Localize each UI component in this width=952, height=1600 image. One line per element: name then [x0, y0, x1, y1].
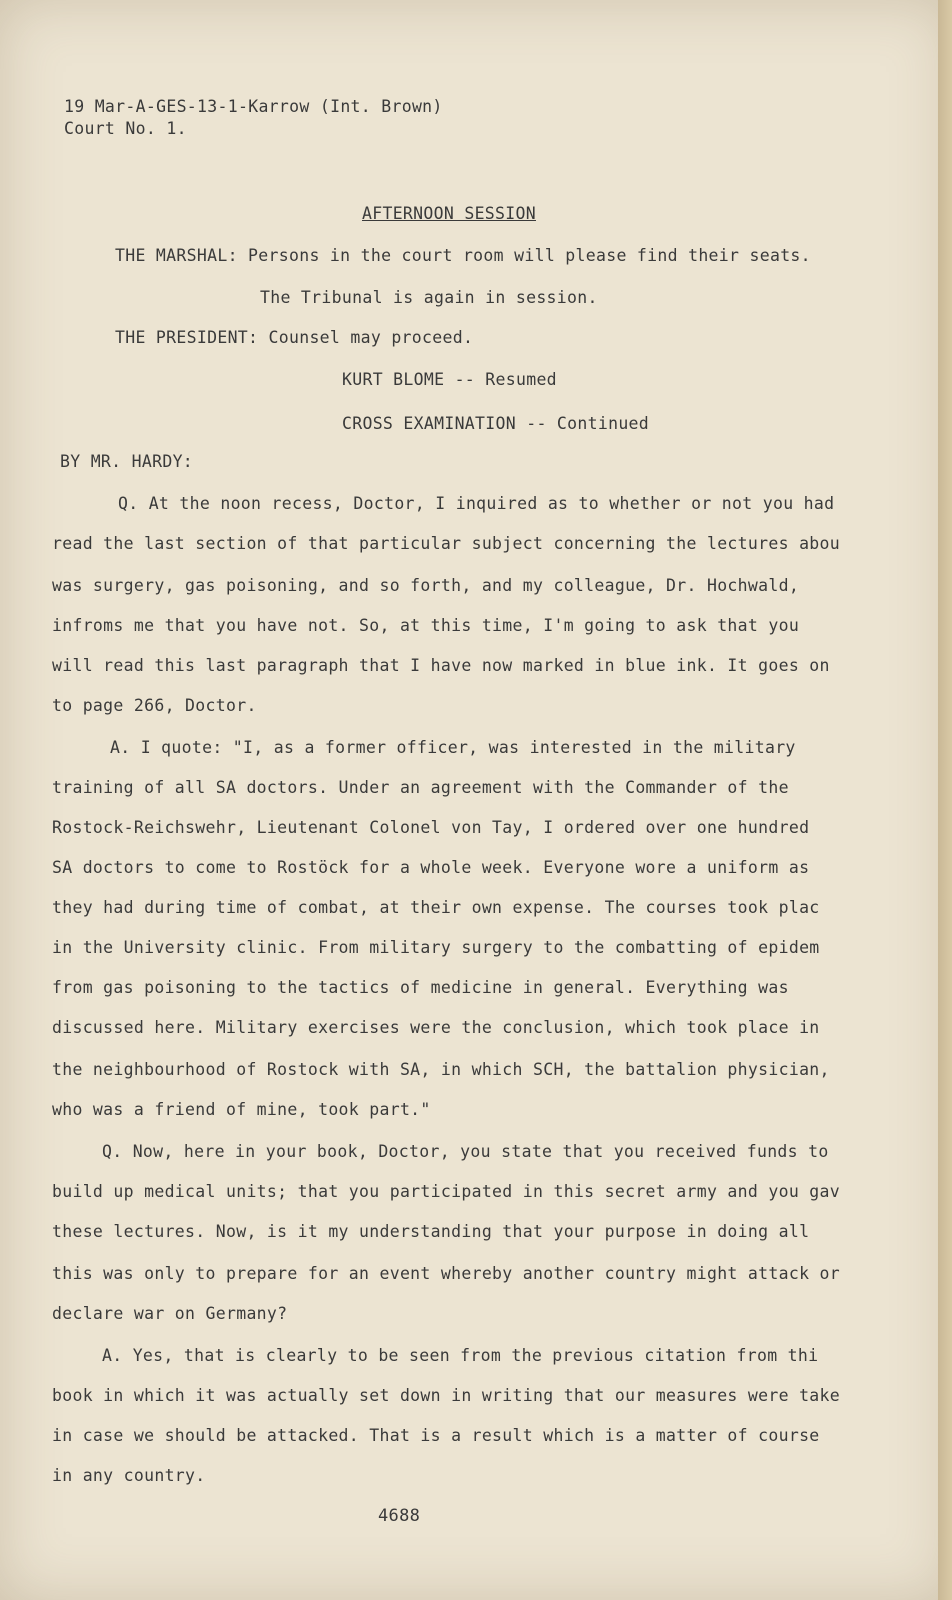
text-line: Q. At the noon recess, Doctor, I inquired as to whether or not you had — [118, 494, 835, 513]
text-line: this was only to prepare for an event whereby another country might attack or — [52, 1264, 841, 1283]
header-reference: 19 Mar-A-GES-13-1-Karrow (Int. Brown) — [64, 97, 443, 116]
examiner-label: BY MR. HARDY: — [60, 452, 194, 471]
marshal-statement-cont: The Tribunal is again in session. — [260, 288, 598, 307]
text-line: Q. Now, here in your book, Doctor, you state that you received funds to — [102, 1142, 829, 1161]
text-line: from gas poisoning to the tactics of medicine in general. Everything was — [52, 978, 789, 997]
text-line: A. I quote: "I, as a former officer, was interested in the military — [110, 738, 796, 757]
text-line: in case we should be attacked. That is a result which is a matter of course — [52, 1426, 820, 1445]
page-edge — [938, 0, 952, 1600]
text-line: A. Yes, that is clearly to be seen from the previous citation from thi — [102, 1346, 819, 1365]
text-line: read the last section of that particular subject concerning the lectures abou — [52, 534, 841, 553]
text-line: who was a friend of mine, took part." — [52, 1100, 431, 1119]
text-line: build up medical units; that you participated in this secret army and you gav — [52, 1182, 841, 1201]
text-line: these lectures. Now, is it my understanding that your purpose in doing all — [52, 1222, 810, 1241]
text-line: training of all SA doctors. Under an agreement with the Commander of the — [52, 778, 789, 797]
marshal-statement: THE MARSHAL: Persons in the court room will please find their seats. — [115, 246, 811, 265]
text-line: declare war on Germany? — [52, 1304, 288, 1323]
text-line: will read this last paragraph that I have now marked in blue ink. It goes on — [52, 656, 830, 675]
text-line: to page 266, Doctor. — [52, 696, 257, 715]
examination-heading: CROSS EXAMINATION -- Continued — [342, 414, 650, 433]
text-line: the neighbourhood of Rostock with SA, in which SCH, the battalion physician, — [52, 1060, 830, 1079]
text-line: Rostock-Reichswehr, Lieutenant Colonel von Tay, I ordered over one hundred — [52, 818, 810, 837]
text-line: SA doctors to come to Rostöck for a whole week. Everyone wore a uniform as — [52, 858, 810, 877]
text-line: infroms me that you have not. So, at this time, I'm going to ask that you — [52, 616, 800, 635]
president-statement: THE PRESIDENT: Counsel may proceed. — [115, 328, 474, 347]
text-line: book in which it was actually set down in writing that our measures were take — [52, 1386, 841, 1405]
text-line: in any country. — [52, 1466, 206, 1485]
session-title: AFTERNOON SESSION — [362, 204, 536, 223]
text-line: was surgery, gas poisoning, and so forth, and my colleague, Dr. Hochwald, — [52, 576, 800, 595]
document-header — [64, 96, 443, 140]
page-number: 4688 — [378, 1506, 421, 1526]
text-line: discussed here. Military exercises were the conclusion, which took place in — [52, 1018, 820, 1037]
text-line: they had during time of combat, at their own expense. The courses took plac — [52, 898, 820, 917]
text-line: in the University clinic. From military surgery to the combatting of epidem — [52, 938, 820, 957]
witness-heading: KURT BLOME -- Resumed — [342, 370, 557, 389]
header-court: Court No. 1. — [64, 119, 187, 138]
